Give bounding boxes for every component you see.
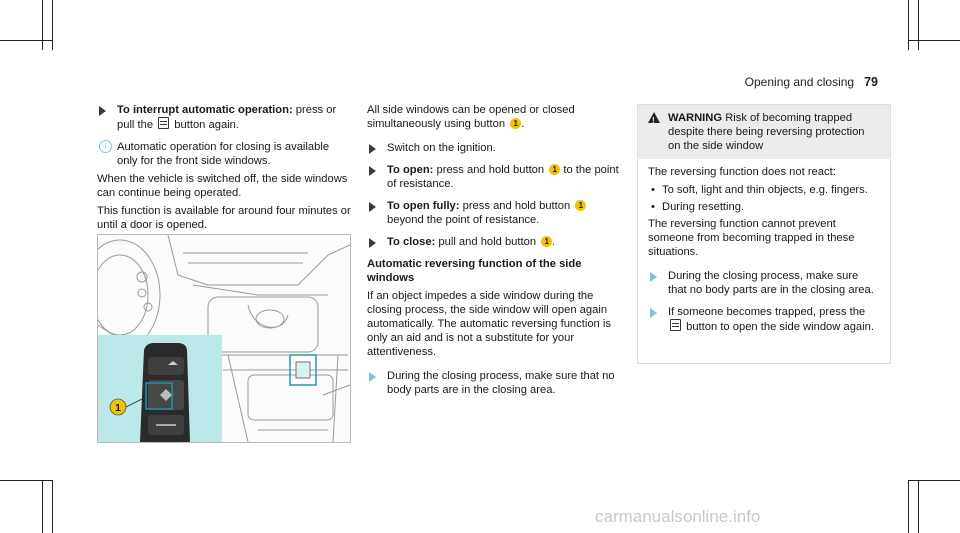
step-ignition: Switch on the ignition. bbox=[367, 141, 625, 155]
step-arrow-icon bbox=[369, 372, 376, 382]
paragraph: This function is available for around four minutes or until a door is opened. bbox=[97, 205, 351, 231]
section-heading: Automatic reversing function of the side windows bbox=[367, 258, 582, 284]
crop-mark bbox=[918, 0, 919, 50]
warning-title: Risk of becoming trapped despite there being reversing protection on the side window bbox=[668, 112, 865, 152]
bullet-item: • To soft, light and thin objects, e.g. fingers. bbox=[648, 183, 880, 197]
window-switch-icon bbox=[670, 319, 681, 331]
step-text: press or pull the bbox=[117, 104, 337, 131]
step-close: To close: pull and hold button 1 . bbox=[367, 235, 625, 249]
left-column bbox=[97, 103, 352, 236]
crop-mark bbox=[42, 0, 43, 50]
callout-badge: 1 bbox=[575, 200, 586, 211]
info-icon: i bbox=[99, 140, 112, 153]
warning-step: If someone becomes trapped, press the button to open the side window again. bbox=[648, 305, 880, 334]
step-closing: During the closing process, make sure that no body parts are in the closing area. bbox=[367, 369, 625, 397]
step-arrow-icon bbox=[650, 308, 657, 318]
warning-box bbox=[637, 104, 891, 364]
warning-label: WARNING bbox=[668, 112, 723, 124]
warning-step: During the closing process, make sure that no body parts are in the closing area. bbox=[648, 269, 880, 297]
paragraph: If an object impedes a side window during the closing process, the side window will open again automatically. The automatic reversing function is only an aid and is not a substitute for your attentiveness. bbox=[367, 290, 611, 358]
intro-paragraph: All side windows can be opened or closed simultaneously using button 1 . bbox=[367, 104, 575, 130]
page-header bbox=[745, 75, 878, 89]
crop-mark bbox=[918, 480, 919, 533]
page-number: 79 bbox=[864, 75, 878, 89]
step-open: To open: press and hold button 1 to the point of resistance. bbox=[367, 163, 625, 191]
section-title: Opening and closing bbox=[744, 75, 855, 89]
step-heading: To interrupt automatic operation: bbox=[117, 104, 293, 116]
step-arrow-icon bbox=[99, 106, 106, 116]
callout-badge: 1 bbox=[510, 118, 521, 129]
crop-mark bbox=[0, 40, 52, 41]
crop-mark bbox=[908, 0, 909, 50]
paragraph: The reversing function does not react: bbox=[648, 166, 836, 178]
step-open-fully: To open fully: press and hold button 1 beyond the point of resistance. bbox=[367, 199, 625, 227]
crop-mark bbox=[908, 480, 909, 533]
warning-body bbox=[638, 159, 890, 348]
crop-mark bbox=[908, 480, 960, 481]
crop-mark bbox=[0, 480, 52, 481]
callout-badge: 1 bbox=[541, 236, 552, 247]
step-arrow-icon bbox=[369, 202, 376, 212]
note-text: Automatic operation for closing is available only for the front side windows. bbox=[117, 141, 330, 167]
console-illustration bbox=[98, 235, 350, 442]
crop-mark bbox=[52, 0, 53, 50]
window-switch-icon bbox=[158, 117, 169, 129]
step-interrupt bbox=[97, 103, 352, 132]
step-arrow-icon bbox=[650, 272, 657, 282]
crop-mark bbox=[52, 480, 53, 533]
center-console-figure bbox=[97, 234, 351, 443]
step-arrow-icon bbox=[369, 166, 376, 176]
step-arrow-icon bbox=[369, 144, 376, 154]
bullet-item: • During resetting. bbox=[648, 200, 880, 214]
paragraph: When the vehicle is switched off, the side windows can continue being operated. bbox=[97, 173, 348, 199]
callout-number: 1 bbox=[115, 403, 121, 414]
note bbox=[97, 140, 352, 168]
step-arrow-icon bbox=[369, 238, 376, 248]
crop-mark bbox=[42, 480, 43, 533]
crop-mark bbox=[908, 40, 960, 41]
paragraph: The reversing function cannot prevent someone from becoming trapped in these situations. bbox=[648, 218, 855, 258]
warning-triangle-icon bbox=[648, 112, 660, 123]
watermark: carmanualsonline.info bbox=[595, 507, 761, 526]
step-text: button again. bbox=[174, 119, 239, 131]
warning-header bbox=[638, 105, 890, 159]
middle-column bbox=[367, 103, 625, 405]
callout-badge: 1 bbox=[549, 164, 560, 175]
